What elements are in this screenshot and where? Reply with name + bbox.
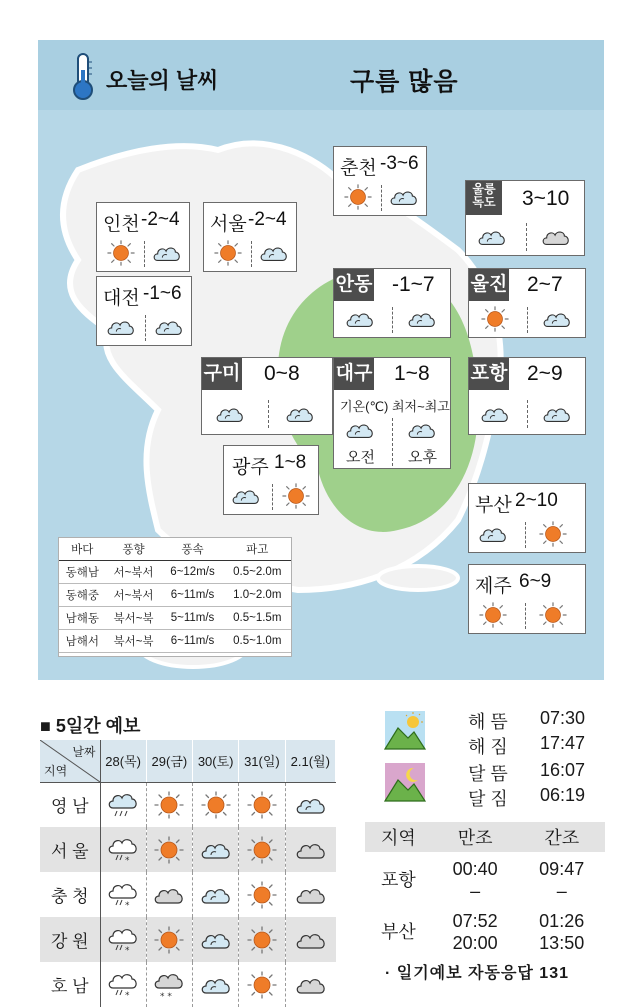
day-header: 30(토) [193,740,239,782]
cloud-icon [256,239,292,267]
forecast-cell [285,872,335,917]
sun-icon [151,925,187,955]
sea-cell: 6~11m/s [161,583,223,606]
am-label: 오전 [346,449,375,466]
sea-cell: 북서~북 [106,629,162,652]
forecast-cell [193,872,239,917]
cloud-icon [342,305,378,333]
weather-condition: 구름 많음 [350,68,459,96]
sea-cell: 0.5~2.0m [224,560,291,583]
cloud-icon [477,400,513,428]
sun-icon [477,305,513,333]
city-name: 광주 [232,457,269,478]
city-name: 대전 [103,288,140,309]
city-tag: 울진 [469,269,509,301]
cloud-snow-icon [105,970,141,1000]
temp-legend: 기온(℃) 최저~최고 [340,399,450,414]
cloud-rain-icon [105,790,141,820]
sun-icon [244,835,280,865]
sunset-label: 해 짐 [468,737,508,757]
corner-region-label: 지역 [44,763,68,778]
moonset-time: 06:19 [540,785,586,805]
table-row [59,560,291,583]
sun-icon [278,482,314,510]
city-name: 춘천 [340,158,377,179]
tide-header: 지역 [365,822,432,852]
sun-icon [210,239,246,267]
sea-conditions-table [58,537,292,657]
city-card-busan [468,483,586,553]
tide-table [365,822,605,954]
city-temp: 0~8 [264,362,300,385]
sea-cell: 북서~북 [106,606,162,629]
thermometer-icon [68,52,98,102]
tide-high: 20:00 [452,933,498,953]
sunset-time: 17:47 [540,733,586,753]
page-title: 오늘의 날씨 [106,68,219,93]
sea-cell: 서~북서 [106,560,162,583]
city-temp: 2~7 [527,273,563,296]
cloud-icon [539,400,575,428]
tide-low: 01:26 [539,911,585,931]
city-tag: 안동 [334,269,374,301]
tide-header: 만조 [432,822,519,852]
city-temp: -1~7 [392,273,435,296]
day-header: 31(일) [239,740,285,782]
forecast-region: 충 청 [40,872,100,917]
city-card-jeju [468,564,586,634]
sun-icon [151,790,187,820]
forecast-cell [285,782,335,827]
city-name: 인천 [103,214,140,235]
gray-cloud-icon [293,925,329,955]
sun-icon [244,970,280,1000]
cloud-icon [198,880,234,910]
forecast-cell [193,962,239,1007]
weather-map-panel [38,40,604,680]
forecast-cell [146,782,192,827]
sea-cell: 남해서 [59,629,106,652]
forecast-cell [146,872,192,917]
cloud-icon [475,520,511,548]
cloud-icon [293,790,329,820]
gray-cloud-icon [293,835,329,865]
tide-header: 간조 [518,822,605,852]
table-row [59,606,291,629]
cloud-icon [386,183,422,211]
sunrise-label: 해 뜸 [468,712,508,732]
moonrise-label: 달 뜸 [468,764,508,784]
moonset-label: 달 짐 [468,789,508,809]
forecast-cell [239,872,285,917]
sunrise-mountain-icon [384,710,426,750]
gray-snow-icon [151,970,187,1000]
forecast-cell [193,827,239,872]
city-card-andong [333,268,451,338]
forecast-cell [100,827,146,872]
forecast-region: 호 남 [40,962,100,1007]
city-card-incheon [96,202,190,272]
tide-high: – [470,881,481,901]
sea-cell: 남해동 [59,606,106,629]
city-card-gumi [201,357,333,435]
city-tag: 포항 [469,358,509,390]
tide-region: 부산 [381,922,416,942]
cloud-icon [474,223,510,251]
forecast-cell [239,827,285,872]
sun-icon [535,520,571,548]
cloud-icon [149,239,185,267]
city-card-gwangju [223,445,319,515]
cloud-icon [404,416,440,444]
forecast-cell [146,827,192,872]
sun-icon [103,239,139,267]
sun-icon [198,790,234,820]
city-card-uljin [468,268,586,338]
sea-cell: 5~11m/s [161,606,223,629]
gray-cloud-icon [538,223,574,251]
forecast-table [40,740,336,1007]
tide-high: 00:40 [452,859,498,879]
city-card-seoul [203,202,297,272]
cloud-icon [103,313,139,341]
forecast-cell [285,827,335,872]
forecast-region: 영 남 [40,782,100,827]
tide-region: 포항 [381,870,416,890]
forecast-region: 강 원 [40,917,100,962]
forecast-cell [239,962,285,1007]
forecast-cell [285,917,335,962]
table-row [40,782,336,827]
pm-label: 오후 [408,449,437,466]
sea-header: 풍속 [161,538,223,560]
forecast-cell [100,872,146,917]
city-tag: 대구 [334,358,374,390]
sun-icon [244,925,280,955]
sea-cell: 동해남 [59,560,106,583]
forecast-cell [100,917,146,962]
day-header: 28(목) [100,740,146,782]
moonrise-time: 16:07 [540,760,586,780]
sea-cell: 1.0~2.0m [224,583,291,606]
table-row [40,872,336,917]
forecast-cell [285,962,335,1007]
gray-cloud-icon [293,970,329,1000]
forecast-title: ■ 5일간 예보 [40,716,141,736]
city-tag: 구미 [202,358,242,390]
table-row [365,902,605,932]
tide-low: 09:47 [539,859,585,879]
table-row [40,827,336,872]
city-temp: -3~6 [380,153,419,174]
corner-header [40,740,100,782]
moonrise-mountain-icon [384,762,426,802]
sea-cell: 동해중 [59,583,106,606]
city-temp: -2~4 [141,209,180,230]
sun-icon [244,790,280,820]
forecast-cell [100,782,146,827]
sea-cell: 6~12m/s [161,560,223,583]
sea-cell: 0.5~1.0m [224,629,291,652]
table-row [59,629,291,652]
sun-icon [244,880,280,910]
gray-cloud-icon [293,880,329,910]
table-row [59,583,291,606]
city-card-chuncheon [333,146,427,216]
day-header: 2.1(월) [285,740,335,782]
cloud-snow-icon [105,925,141,955]
forecast-region: 서 울 [40,827,100,872]
cloud-icon [342,416,378,444]
city-tag: 울릉 독도 [466,181,502,215]
city-temp: 2~9 [527,362,563,385]
forecast-cell [146,962,192,1007]
city-temp: 6~9 [519,571,552,592]
city-temp: 1~8 [394,362,430,385]
cloud-icon [404,305,440,333]
city-card-daejeon [96,276,192,346]
city-card-daegu [333,357,451,469]
city-temp: 3~10 [522,187,570,210]
city-name: 서울 [210,214,247,235]
table-row [40,917,336,962]
cloud-icon [282,400,318,428]
city-name: 제주 [475,576,512,597]
tide-low: – [556,881,567,901]
cloud-icon [198,925,234,955]
city-temp: 2~10 [515,490,558,511]
sun-icon [535,601,571,629]
sun-icon [340,183,376,211]
cloud-snow-icon [105,880,141,910]
cloud-snow-icon [105,835,141,865]
forecast-cell [239,782,285,827]
city-temp: 1~8 [274,452,307,473]
sun-icon [151,835,187,865]
sun-icon [475,601,511,629]
city-name: 부산 [475,495,512,516]
cloud-icon [539,305,575,333]
day-header: 29(금) [146,740,192,782]
forecast-cell [193,782,239,827]
corner-date-label: 날짜 [72,745,96,759]
forecast-cell [146,917,192,962]
sea-cell: 6~11m/s [161,629,223,652]
city-temp: -2~4 [248,209,287,230]
gray-cloud-icon [151,880,187,910]
cloud-icon [228,482,264,510]
table-row [365,852,605,880]
forecast-cell [193,917,239,962]
city-card-ulleung [465,180,585,256]
sea-cell: 0.5~1.5m [224,606,291,629]
city-temp: -1~6 [143,283,182,304]
sea-cell: 서~북서 [106,583,162,606]
cloud-icon [198,970,234,1000]
forecast-cell [239,917,285,962]
sea-header: 파고 [224,538,291,560]
sea-header: 바다 [59,538,106,560]
table-row [40,962,336,1007]
cloud-icon [151,313,187,341]
forecast-cell [100,962,146,1007]
cloud-icon [198,835,234,865]
tide-high: 07:52 [452,911,498,931]
cloud-icon [212,400,248,428]
sunrise-time: 07:30 [540,708,586,728]
footer-hotline: · 일기예보 자동응답 131 [385,965,570,982]
city-card-pohang [468,357,586,435]
sea-header: 풍향 [106,538,162,560]
tide-low: 13:50 [539,933,585,953]
